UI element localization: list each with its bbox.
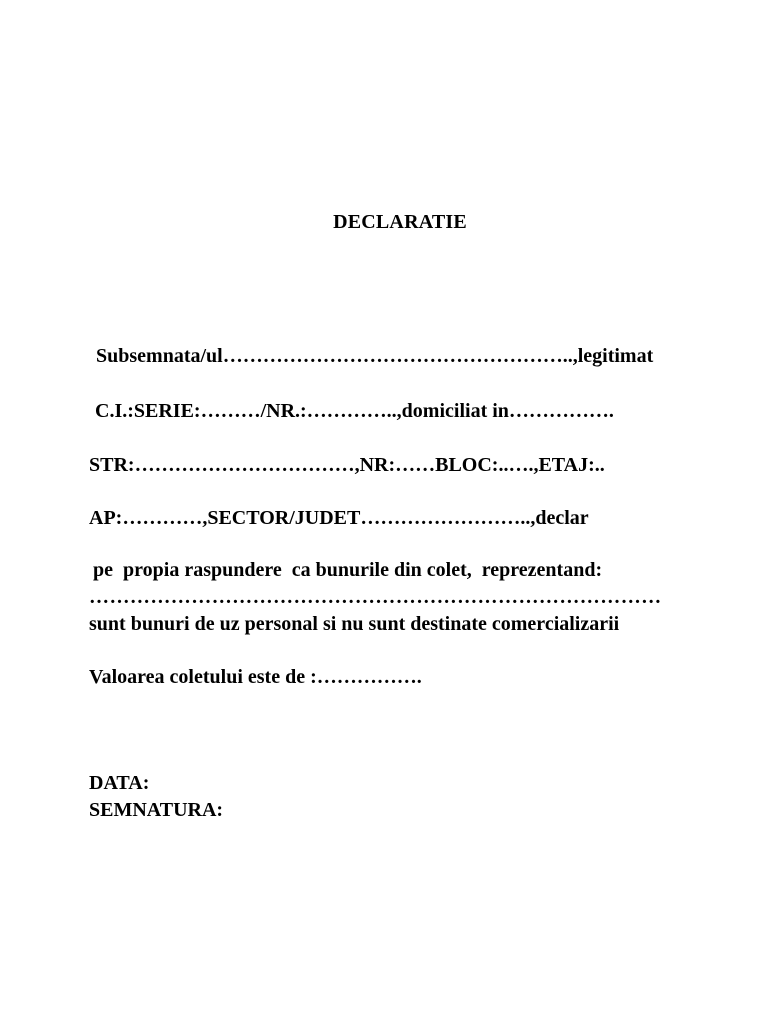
date-label: DATA: [89, 772, 150, 794]
declaration-text-line: pe propia raspundere ca bunurile din colet, reprezentand: [93, 559, 603, 581]
document-title: DECLARATIE [333, 211, 467, 233]
goods-description-line: ………………………………………………………………………… [89, 586, 662, 608]
personal-use-statement: sunt bunuri de uz personal si nu sunt destinate comercializarii [89, 613, 620, 635]
parcel-value-line: Valoarea coletului este de :……………. [89, 666, 422, 688]
apartment-sector-line: AP:…………,SECTOR/JUDET……………………..,declar [89, 507, 589, 529]
street-address-line: STR:……………………………,NR:……BLOC:..….,ETAJ:.. [89, 454, 605, 476]
signature-label: SEMNATURA: [89, 799, 224, 821]
identity-card-line: C.I.:SERIE:………/NR.:…………..,domiciliat in……………. [95, 400, 614, 422]
declarant-name-line: Subsemnata/ul……………………………………………..,legitimat [96, 345, 654, 367]
